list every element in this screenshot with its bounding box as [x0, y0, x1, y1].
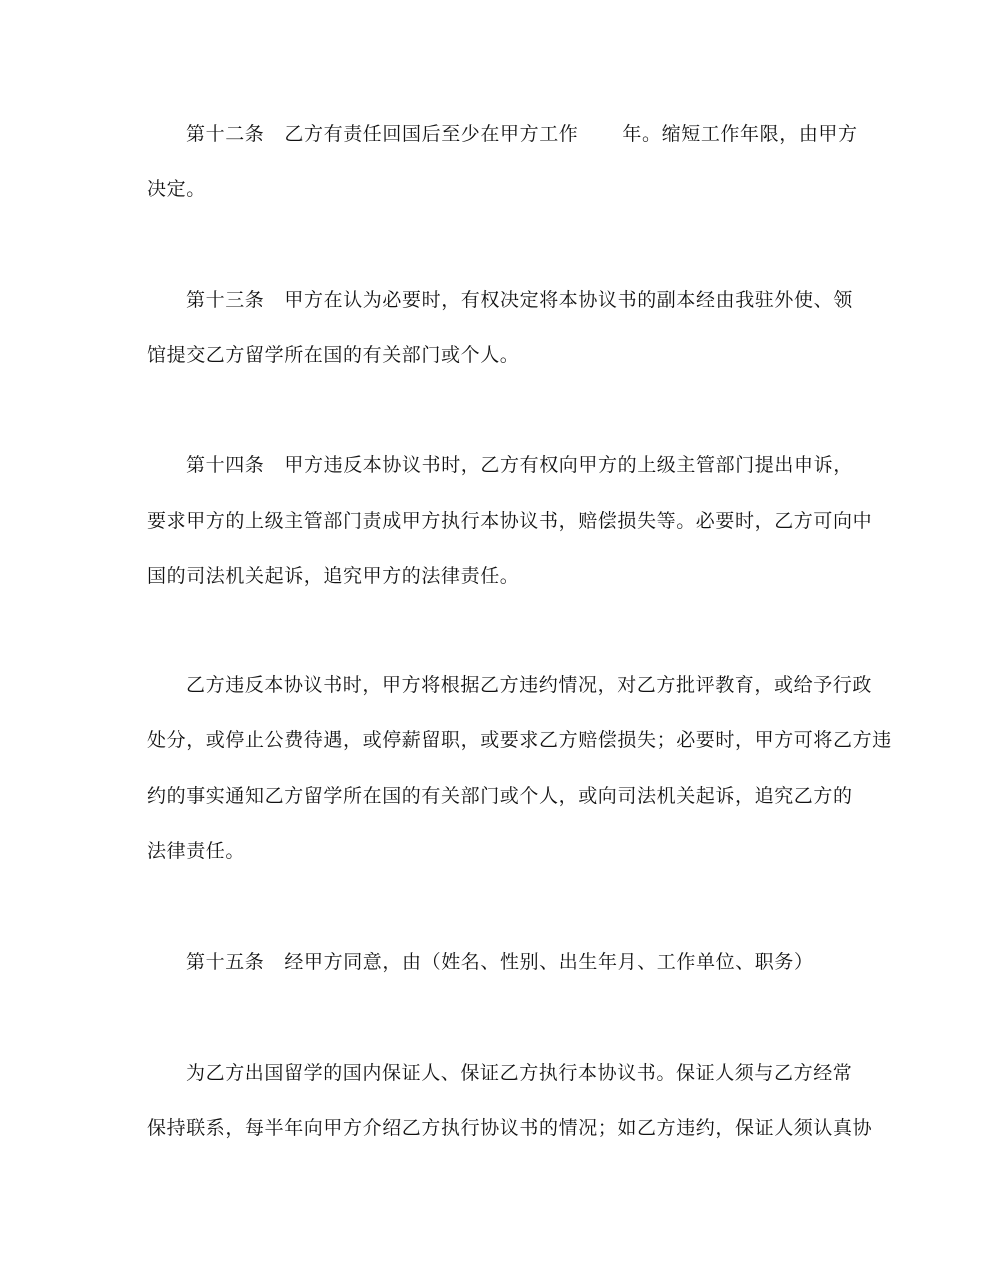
article-12-text-part1: 乙方有责任回国后至少在甲方工作: [284, 123, 579, 145]
article-12-text-part2: 年。缩短工作年限，由甲方: [622, 123, 858, 145]
article-14-label: 第十四条: [186, 454, 265, 476]
article-13-text: 甲方在认为必要时，有权决定将本协议书的副本经由我驻外使、领: [284, 289, 853, 311]
article-15-label: 第十五条: [186, 951, 265, 973]
article-13-line-1: [186, 288, 853, 312]
guarantor-paragraph-line-1: 为乙方出国留学的国内保证人、保证乙方执行本协议书。保证人须与乙方经常: [186, 1062, 853, 1084]
guarantor-paragraph-line-2: 保持联系，每半年向甲方介绍乙方执行协议书的情况；如乙方违约，保证人须认真协: [147, 1117, 873, 1139]
article-14-line-2: 要求甲方的上级主管部门责成甲方执行本协议书，赔偿损失等。必要时，乙方可向中: [147, 510, 873, 532]
breach-paragraph-line-1: 乙方违反本协议书时，甲方将根据乙方违约情况，对乙方批评教育，或给予行政: [186, 674, 873, 696]
article-14-line-3: 国的司法机关起诉，追究甲方的法律责任。: [147, 565, 520, 587]
article-12-label: 第十二条: [186, 123, 265, 145]
article-12-line-1: [186, 122, 858, 146]
breach-paragraph-line-2: 处分，或停止公费待遇，或停薪留职，或要求乙方赔偿损失；必要时，甲方可将乙方违: [147, 729, 892, 751]
article-13-label: 第十三条: [186, 289, 265, 311]
breach-paragraph-line-4: 法律责任。: [147, 840, 246, 862]
breach-paragraph-line-3: 约的事实通知乙方留学所在国的有关部门或个人，或向司法机关起诉，追究乙方的: [147, 785, 853, 807]
article-12-line-2: 决定。: [147, 178, 206, 200]
article-15-line-1: [186, 950, 814, 974]
article-14-line-1: [186, 453, 853, 477]
article-14-text: 甲方违反本协议书时，乙方有权向甲方的上级主管部门提出申诉，: [284, 454, 853, 476]
article-13-line-2: 馆提交乙方留学所在国的有关部门或个人。: [147, 344, 520, 366]
article-15-text: 经甲方同意，由（姓名、性别、出生年月、工作单位、职务）: [284, 951, 814, 973]
